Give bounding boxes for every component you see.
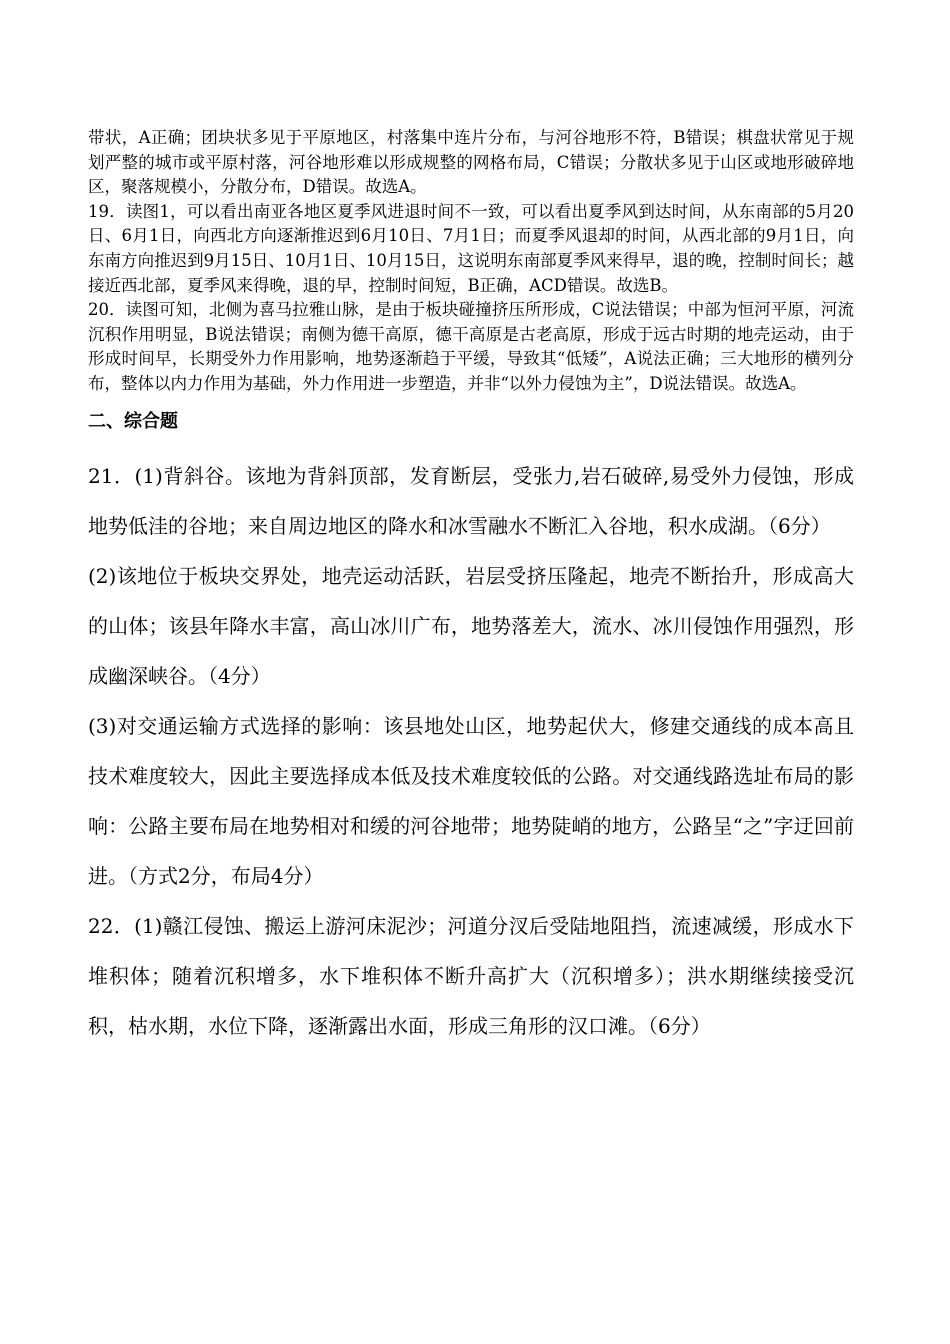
answer-22-part1: 22．(1)赣江侵蚀、搬运上游河床泥沙；河道分汊后受陆地阻挡，流速减缓，形成水下堆积体；随着沉积增多，水下堆积体不断升高扩大（沉积增多）；洪水期继续接受沉积，枯水期，水位下降，逐渐露出水面，形成三角形的汉口滩。（6分）: [88, 913, 854, 1038]
section-title: 二、综合题: [88, 410, 178, 432]
answer-21-part2: (2)该地位于板块交界处，地壳运动活跃，岩层受挤压隆起，地壳不断抬升，形成高大的山体；该县年降水丰富，高山冰川广布，地势落差大，流水、冰川侵蚀作用强烈，形成幽深峡谷。（4分）: [88, 563, 854, 688]
answer-21-part3: (3)对交通运输方式选择的影响：该县地处山区，地势起伏大，修建交通线的成本高且技术难度较大，因此主要选择成本低及技术难度较低的公路。对交通线路选址布局的影响：公路主要布局在地势相对和缓的河谷地带；地势陡峭的地方，公路呈“之”字迂回前进。（方式2分，布局4分）: [88, 713, 854, 888]
answer-20: 20．读图可知，北侧为喜马拉雅山脉，是由于板块碰撞挤压所形成，C说法错误；中部为恒河平原，河流沉积作用明显，B说法错误；南侧为德干高原，德干高原是古老高原，形成于远古时期的地壳运动，由于形成时间早，长期受外力作用影响，地势逐渐趋于平缓，导致其“低矮”，A说法正确；三大地形的横列分布，整体以内力作用为基础，外力作用进一步塑造，并非“以外力侵蚀为主”，D说法错误。故选A。: [88, 300, 854, 393]
answer-18-continued: 带状，A正确；团块状多见于平原地区，村落集中连片分布，与河谷地形不符，B错误；棋盘状常见于规划严整的城市或平原村落，河谷地形难以形成规整的网格布局，C错误；分散状多见于山区或地形破碎地区，聚落规模小，分散分布，D错误。故选A。: [88, 128, 854, 197]
answer-21-part1: 21．(1)背斜谷。该地为背斜顶部，发育断层，受张力,岩石破碎,易受外力侵蚀，形成地势低洼的谷地；来自周边地区的降水和冰雪融水不断汇入谷地，积水成湖。（6分）: [88, 463, 854, 538]
answer-19: 19．读图1，可以看出南亚各地区夏季风进退时间不一致，可以看出夏季风到达时间，从东南部的5月20日、6月1日，向西北方向逐渐推迟到6月10日、7月1日；而夏季风退却的时间，从西北部的9月1日，向东南方向推迟到9月15日、10月1日、10月15日，这说明东南部夏季风来得早，退的晚，控制时间长；越接近西北部，夏季风来得晚，退的早，控制时间短，B正确，ACD错误。故选B。: [88, 201, 854, 295]
document-page: [88, 126, 854, 1051]
